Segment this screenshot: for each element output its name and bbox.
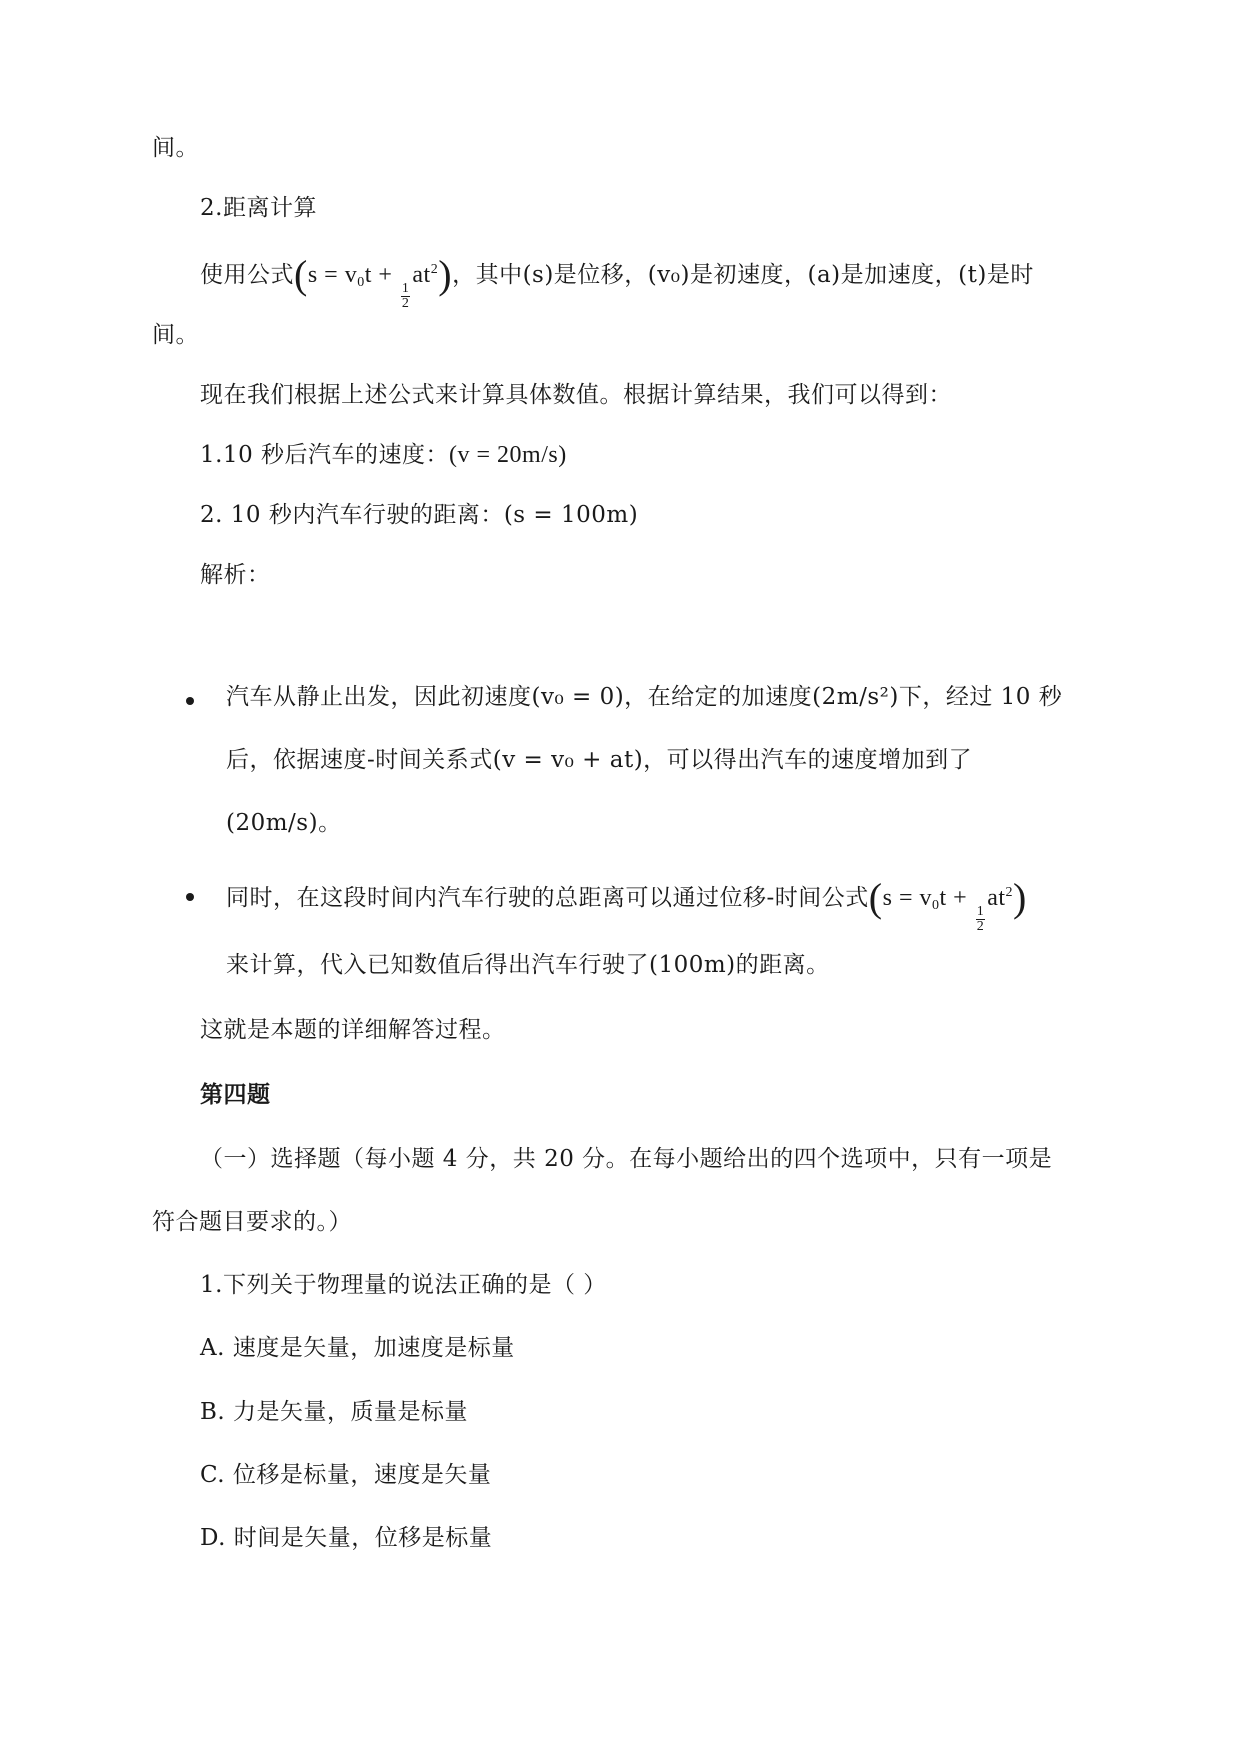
- text-line: 间。: [152, 322, 199, 348]
- section-subheading: 2.距离计算: [200, 195, 317, 221]
- text-line: 现在我们根据上述公式来计算具体数值。根据计算结果，我们可以得到：: [200, 382, 952, 408]
- text-line: 符合题目要求的。）: [152, 1209, 352, 1235]
- formula-line: 使用公式($s = v_0t$ + $\frac{1}{2}$ $at^2$)，其中(s)是位移，(v₀)是初速度，(a)是加速度，(t)是时: [200, 252, 1034, 311]
- result-line: 1.10 秒后汽车的速度：(v = 20m/s): [200, 442, 567, 468]
- option-a: A. 速度是矢量，加速度是标量: [200, 1335, 515, 1361]
- bullet-text: 汽车从静止出发，因此初速度(v₀ = 0)，在给定的加速度(2m/s²)下，经过 10 秒: [226, 684, 1063, 710]
- text-line: 间。: [152, 135, 199, 161]
- bullet-text: 来计算，代入已知数值后得出汽车行驶了(100m)的距离。: [226, 952, 830, 978]
- option-c: C. 位移是标量，速度是矢量: [200, 1462, 492, 1488]
- result-line: 2. 10 秒内汽车行驶的距离：(s = 100m): [200, 502, 639, 528]
- question-text: 1.下列关于物理量的说法正确的是（ ）: [200, 1272, 607, 1298]
- bullet-icon: [186, 893, 194, 901]
- text-line: 这就是本题的详细解答过程。: [200, 1017, 506, 1043]
- displacement-formula: ($s = v_0t$ + $\frac{1}{2}$ $at^2$): [868, 875, 1027, 934]
- question-heading: 第四题: [200, 1081, 271, 1108]
- bullet-text: 后，依据速度-时间关系式(v = v₀ + at)，可以得出汽车的速度增加到了: [226, 747, 973, 773]
- analysis-heading: 解析：: [200, 562, 271, 588]
- bullet-text: (20m/s)。: [226, 810, 342, 836]
- text-line: （一）选择题（每小题 4 分，共 20 分。在每小题给出的四个选项中，只有一项是: [200, 1146, 1053, 1172]
- option-b: B. 力是矢量，质量是标量: [200, 1399, 469, 1425]
- option-d: D. 时间是矢量，位移是标量: [200, 1525, 493, 1551]
- bullet-text: 同时，在这段时间内汽车行驶的总距离可以通过位移-时间公式($s = v_0t$ + $\frac{1}{2}$ $at^2$): [226, 875, 1027, 934]
- displacement-formula: ($s = v_0t$ + $\frac{1}{2}$ $at^2$): [294, 252, 453, 311]
- bullet-icon: [186, 697, 194, 705]
